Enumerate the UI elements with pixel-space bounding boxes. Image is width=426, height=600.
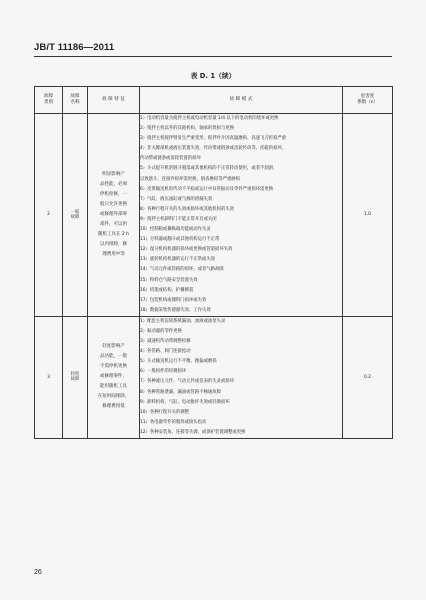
- mode-line: 11）各电器零件的脱焊或接头松动: [140, 419, 207, 425]
- col-header-name: 故障 名称: [63, 87, 88, 114]
- col-header-mode: 故 障 模 式: [140, 87, 343, 114]
- cell-modes: [140, 114, 343, 317]
- mode-line: 15）粉料仓气路安全装置失效: [140, 277, 198, 283]
- page-number: 26: [34, 569, 42, 576]
- mode-line: 10）各种行程开关的调整: [140, 409, 189, 415]
- mode-line: 3）搅拌主机搅拌臂发生严重变形，搅拌叶片因高温磨损、高速飞刀折损严重: [140, 136, 287, 142]
- mode-line: 6）皮带输送机的传动不平稳或运行中异常振动及零件严重损坏需更换: [140, 186, 274, 192]
- mode-line: 11）分料器或翻斗或其他机构运行不正常: [140, 237, 220, 243]
- mode-line: 6）一般构件的轻微损坏: [140, 369, 187, 375]
- mode-line: 1）电动机容量为搅拌主机或电动机容量 1/4 以下的电动机的烧坏或更换: [140, 116, 279, 121]
- mode-line: 18）数据采集传感器失效、工作失效: [140, 307, 211, 313]
- table-caption: 表 D. 1（续）: [190, 72, 236, 80]
- header-rule: [34, 56, 392, 57]
- mode-line: 8）各种行程开关的失效或损坏或其他机构的失效: [140, 206, 234, 212]
- table-row: [35, 114, 393, 317]
- mode-line: 4）各管路、阀门连接松动: [140, 349, 191, 355]
- mode-line: 7）气缸、液压油缸或气源的泄漏失效: [140, 196, 213, 202]
- cell-coef: 1.0: [343, 114, 393, 317]
- cell-feature: 轻度影响产 品功能，一般 不需停机更换 或修理零件， 能用随机工具 在短时间排除， 修理费用低: [88, 316, 140, 438]
- col-header-level: 故障 类别: [35, 87, 63, 114]
- mode-line: 7）各种液压元件、气动元件或仪表的失灵或损坏: [140, 379, 234, 385]
- cell-name: 一般 故障: [63, 114, 88, 317]
- cell-feature: 明显影响产 品性能，必须 停机检修，一 般只允许更换 或修理外部零 部件，可以用 随机工具在 2 h 以内排除，修 理费用中等: [88, 114, 140, 317]
- cell-level: 3: [35, 316, 63, 438]
- mode-line: 5）斗式提升机的链斗脱落或其他机构的不正常转动使用，或者不润滑，: [140, 166, 278, 172]
- mode-line: 12）各种安装角、连接等失调、或保护装置调整或更换: [140, 429, 246, 435]
- cell-level: 2: [35, 114, 63, 317]
- mode-line: 14）气动元件或管路的损坏，或者气路故障: [140, 267, 224, 273]
- cell-modes: [140, 316, 343, 438]
- mode-line: 5）斗式输送机运行不平衡、跑偏或磨损: [140, 359, 217, 365]
- table-header-row: [35, 87, 393, 114]
- mode-line: 4）非关键部机或液压装置失效，传动带或链条或齿轮传动等、托辊的损坏，: [140, 146, 287, 152]
- failure-table: [34, 86, 393, 439]
- mode-line: 13）旋转机构机器的运行不正常或失效: [140, 257, 216, 263]
- table-row: [35, 316, 393, 438]
- mode-line: 12）湿分机构机器的损坏或更换或管道损坏失效: [140, 247, 233, 253]
- mode-line: 9）搅拌主机卸料门不能正常开启或关闭: [140, 216, 217, 222]
- mode-line: 2）搅拌主机以外的其他机构，轴承的烧损与更换: [140, 126, 234, 132]
- mode-line: 9）卸料机构、气缸、电动推杆失效或轻微损坏: [140, 399, 230, 405]
- mode-line: 3）减速机传动带调整检修: [140, 339, 191, 345]
- mode-line: 传动带或链条或齿轮装置的损坏: [140, 156, 201, 162]
- mode-line: 2）振动器的零件更换: [140, 328, 182, 334]
- cell-coef: 0.2: [343, 316, 393, 438]
- mode-line: 16）机架或结构、护栅断裂: [140, 287, 194, 293]
- mode-line: 8）各种管路泄漏、漏油或管路不畅通故障: [140, 389, 221, 395]
- mode-line: 17）包装机构或储料门损坏或失效: [140, 297, 207, 303]
- cell-name: 轻度 故障: [63, 316, 88, 438]
- col-header-feature: 故 障 特 征: [88, 87, 140, 114]
- mode-line: 1）配套主机齿轮系统漏油、油液或油泵失灵: [140, 318, 226, 324]
- standard-code: JB/T 11186—2011: [34, 42, 115, 53]
- mode-line: 10）控制箱或操纵箱功能或动作失灵: [140, 227, 211, 233]
- mode-line: 以致链斗、连接件损坏需更换，链齿磨损等严重磨损: [140, 176, 240, 182]
- col-header-coef: 危害度 系数（ε）: [343, 87, 393, 114]
